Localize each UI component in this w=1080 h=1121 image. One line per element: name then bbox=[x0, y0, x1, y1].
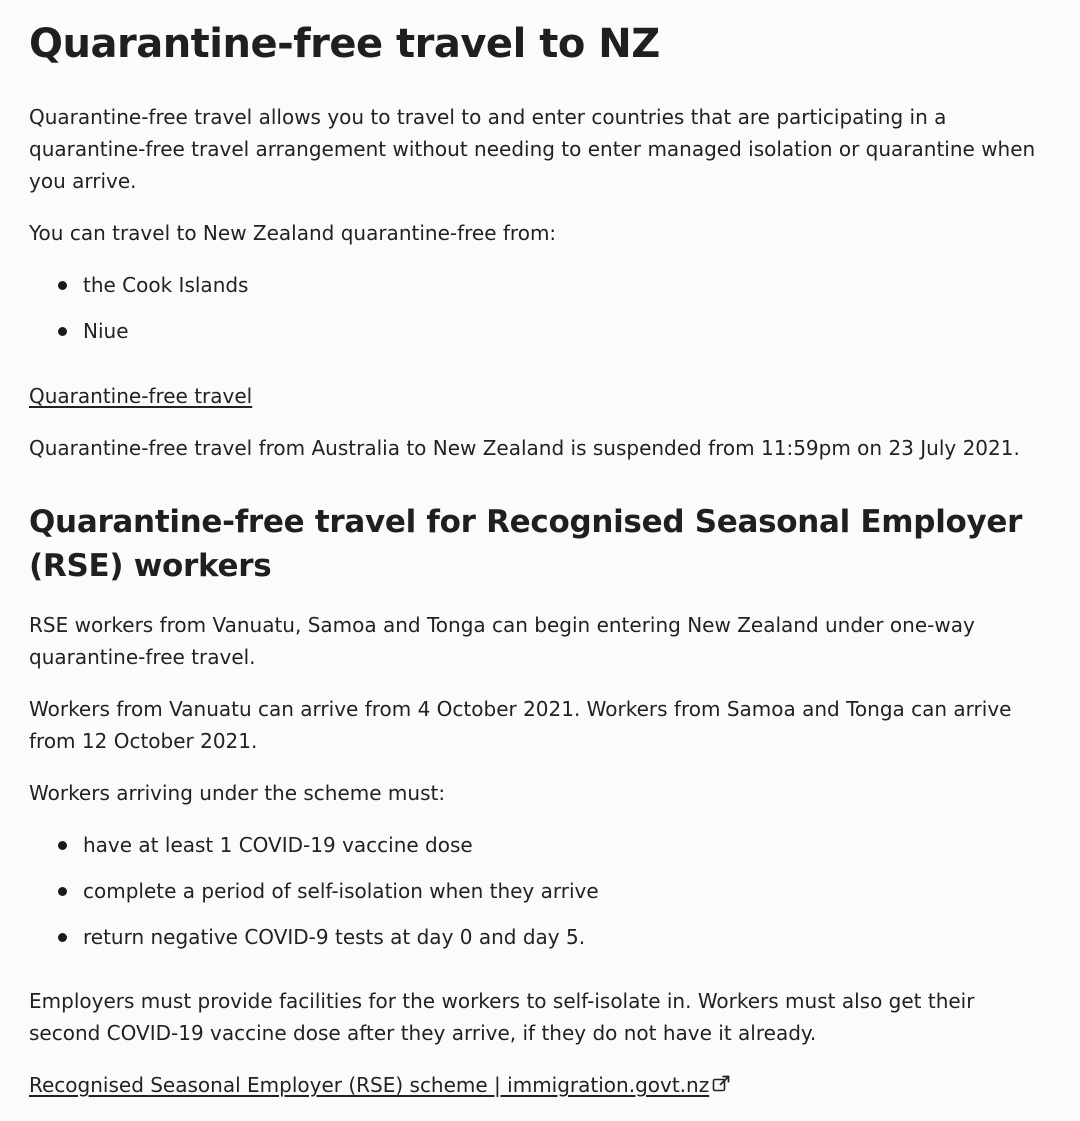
list-item: complete a period of self-isolation when they arrive bbox=[29, 875, 1029, 921]
requirements-label: Workers arriving under the scheme must: bbox=[29, 781, 446, 805]
arrival-dates-paragraph: Workers from Vanuatu can arrive from 4 October 2021. Workers from Samoa and Tonga can arrive from 12 October 2021. bbox=[29, 697, 1012, 753]
rse-scheme-link[interactable] bbox=[29, 1069, 730, 1101]
suspension-notice: Quarantine-free travel from Australia to New Zealand is suspended from 11:59pm on 23 July 2021. bbox=[29, 436, 1020, 460]
intro-paragraph: Quarantine-free travel allows you to travel to and enter countries that are participating in a quarantine-free travel arrangement without needing to enter managed isolation or quarantine when you arrive. bbox=[29, 105, 1036, 193]
list-item: have at least 1 COVID-19 vaccine dose bbox=[29, 829, 1029, 875]
rse-scheme-link-text: Recognised Seasonal Employer (RSE) scheme | immigration.govt.nz bbox=[29, 1073, 710, 1097]
list-item: the Cook Islands bbox=[29, 269, 1029, 315]
country-list bbox=[29, 269, 1029, 361]
quarantine-free-travel-link[interactable]: Quarantine-free travel bbox=[29, 384, 253, 408]
travel-from-label: You can travel to New Zealand quarantine-free from: bbox=[29, 221, 557, 245]
rse-section-heading: Quarantine-free travel for Recognised Seasonal Employer (RSE) workers bbox=[29, 504, 1023, 584]
page-title: Quarantine-free travel to NZ bbox=[29, 21, 660, 67]
requirements-list bbox=[29, 829, 1029, 967]
list-item: return negative COVID-9 tests at day 0 and day 5. bbox=[29, 921, 1029, 967]
external-link-icon bbox=[712, 1075, 730, 1093]
list-item: Niue bbox=[29, 315, 1029, 361]
rse-intro-paragraph: RSE workers from Vanuatu, Samoa and Tonga can begin entering New Zealand under one-way quarantine-free travel. bbox=[29, 613, 975, 669]
employer-paragraph: Employers must provide facilities for the workers to self-isolate in. Workers must also get their second COVID-19 vaccine dose after they arrive, if they do not have it already. bbox=[29, 989, 975, 1045]
